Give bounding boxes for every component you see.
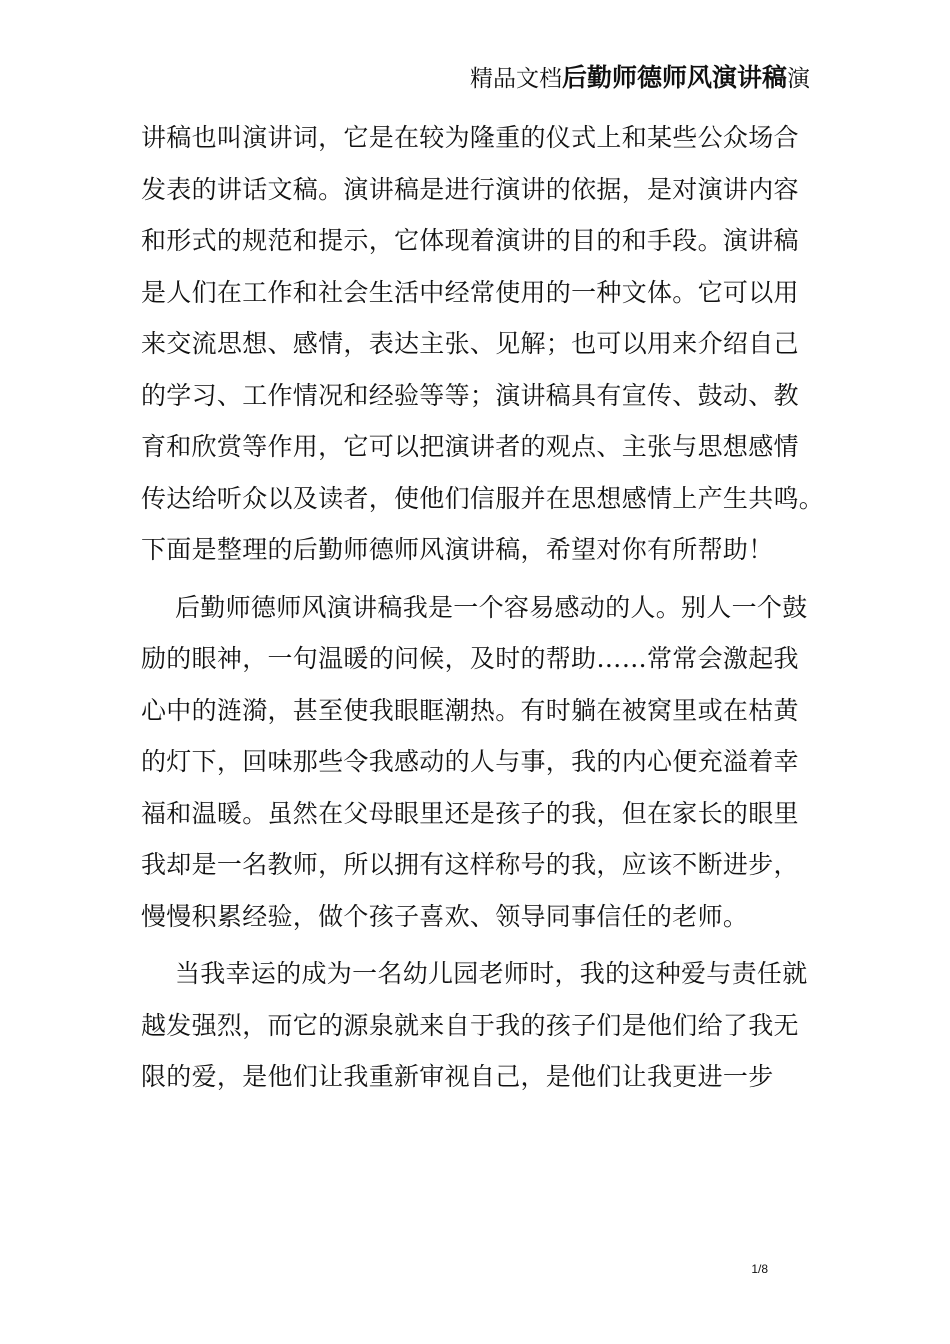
page-number: 1/8 <box>751 1262 768 1276</box>
document-title: 后勤师德师风演讲稿 <box>561 63 787 92</box>
text-line: 和形式的规范和提示，它体现着演讲的目的和手段。演讲稿 <box>141 226 799 255</box>
text-line: 越发强烈，而它的源泉就来自于我的孩子们是他们给了我无 <box>141 1010 799 1040</box>
header-prefix: 精品文档 <box>469 66 562 92</box>
text-line: 的灯下，回味那些令我感动的人与事，我的内心便充溢着幸 <box>141 747 799 776</box>
text-line: 后勤师德师风演讲稿我是一个容易感动的人。别人一个鼓 <box>175 592 808 622</box>
header-suffix: 演 <box>787 66 810 92</box>
page-header <box>470 62 810 95</box>
text-line: 慢慢积累经验，做个孩子喜欢、领导同事信任的老师。 <box>141 901 749 931</box>
text-line: 励的眼神，一句温暖的问候，及时的帮助……常常会激起我 <box>141 644 799 673</box>
text-line: 的学习、工作情况和经验等等；演讲稿具有宣传、鼓动、教 <box>141 380 799 410</box>
text-line: 心中的涟漪，甚至使我眼眶潮热。有时躺在被窝里或在枯黄 <box>141 695 799 725</box>
paragraph <box>141 582 817 943</box>
text-line: 发表的讲话文稿。演讲稿是进行演讲的依据，是对演讲内容 <box>141 174 799 204</box>
text-line: 下面是整理的后勤师德师风演讲稿，希望对你有所帮助！ <box>141 535 774 564</box>
text-line: 传达给听众以及读者，使他们信服并在思想感情上产生共鸣。 <box>141 483 825 513</box>
paragraph <box>141 948 817 1103</box>
text-line: 育和欣赏等作用，它可以把演讲者的观点、主张与思想感情 <box>141 432 799 461</box>
text-line: 当我幸运的成为一名幼儿园老师时，我的这种爱与责任就 <box>175 959 808 988</box>
text-line: 来交流思想、感情，表达主张、见解；也可以用来介绍自己 <box>141 329 799 358</box>
text-line: 福和温暖。虽然在父母眼里还是孩子的我，但在家长的眼里 <box>141 798 799 828</box>
text-line: 是人们在工作和社会生活中经常使用的一种文体。它可以用 <box>141 277 799 307</box>
text-line: 我却是一名教师，所以拥有这样称号的我，应该不断进步， <box>141 850 799 879</box>
text-line: 限的爱，是他们让我重新审视自己，是他们让我更进一步 <box>141 1062 774 1091</box>
text-line: 讲稿也叫演讲词，它是在较为隆重的仪式上和某些公众场合 <box>141 123 799 152</box>
paragraph <box>141 112 825 576</box>
document-body <box>141 112 825 1103</box>
